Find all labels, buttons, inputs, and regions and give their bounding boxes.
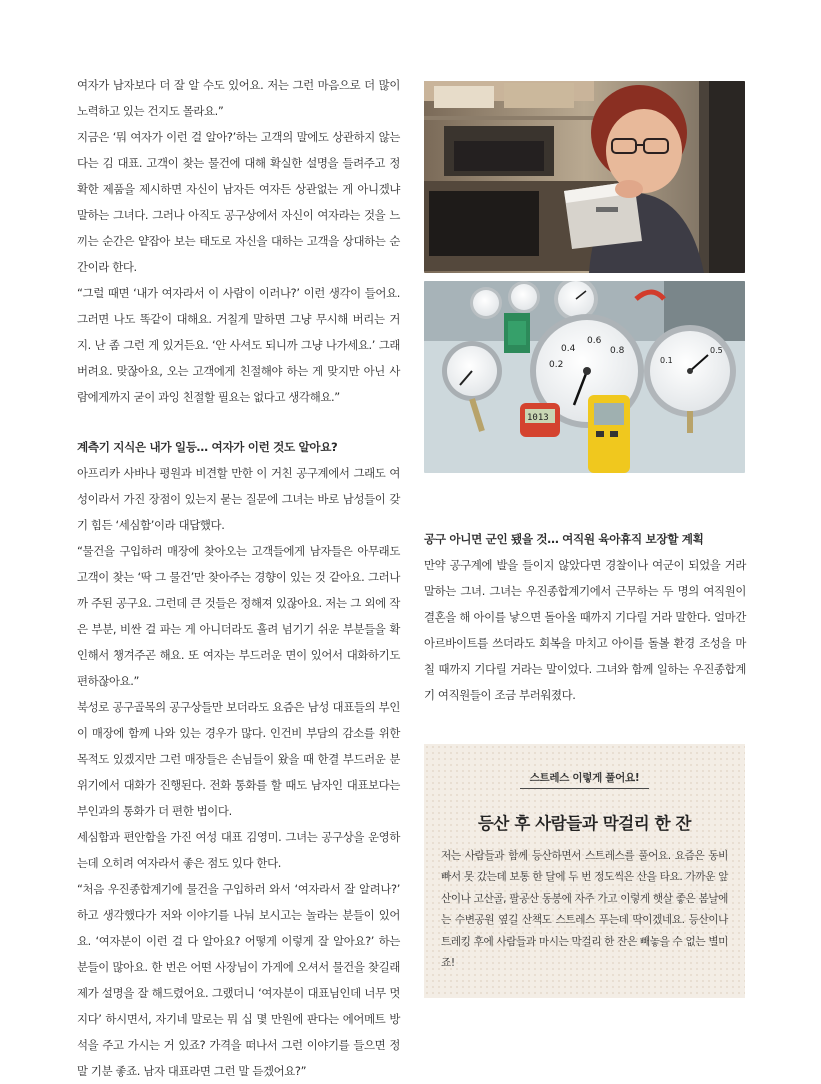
- right-article-column: [424, 526, 746, 708]
- meter-reading: 1013: [527, 413, 549, 423]
- sidebox-kicker: [424, 766, 745, 789]
- paragraph: 만약 공구계에 발을 들이지 않았다면 경찰이나 여군이 되었을 거라 말하는 그녀. 그녀는 우진종합계기에서 근무하는 두 명의 여직원이 결혼을 해 아이를 낳으면 돌아올 때까지 기다릴 거라 말한다. 얼마간 아르바이트를 쓰더라도 회복을 마치고 아이를 돌볼 환경 조성을 마칠 때까지 기다릴 거라는 말이었다. 그녀와 함께 일하는 우진종합계기 여직원들이 조금 부러워졌다.: [424, 558, 746, 702]
- shop-owner-photo: [424, 81, 745, 273]
- section-heading: 계측기 지식은 내가 일등… 여자가 이런 것도 알아요?: [77, 440, 338, 454]
- gauge1-scale-label: 0.6: [587, 336, 602, 346]
- paragraph: “물건을 구입하러 매장에 찾아오는 고객들에게 남자들은 아무래도 고객이 찾는 ‘딱 그 물건’만 찾아주는 경향이 있는 것 같아요. 그러나까 주된 공구요. 그런데 큰 것들은 정해져 있잖아요. 저는 그 외에 작은 부분, 비싼 걸 파는 게 아니더라도 흘려 넘기기 쉬운 부분들을 확인해서 챙겨주곤 해요. 또 여자는 부드러운 면이 있어서 대화하기도 편하잖아요.”: [77, 544, 400, 688]
- left-article-column: [77, 72, 400, 1084]
- pressure-gauges-photo: [424, 281, 745, 473]
- paragraph: “처음 우진종합계기에 물건을 구입하러 와서 ‘여자라서 잘 알려나?’ 하고 생각했다가 저와 이야기를 나눠 보시고는 놀라는 분들이 있어요. ‘여자분이 이런 걸 다 알아요? 어떻게 이렇게 잘 알아요?’ 하는 분들이 많아요. 한 번은 어떤 사장님이 가게에 오셔서 물건을 찾길래 제가 설명을 잘 해드렸어요. 그랬더니 ‘여자분이 대표님인데 너무 멋지다’ 하시면서, 자기네 말로는 뭐 십 몇 만원에 판다는 에어메트 방석을 주고 가시는 거 있죠? 가격을 떠나서 그런 이야기를 들으면 정말 기분 좋죠. 남자 대표라면 그런 말 듣겠어요?”: [77, 882, 400, 1078]
- paragraph: 지금은 ‘뭐 여자가 이런 걸 알아?’하는 고객의 말에도 상관하지 않는다는 김 대표. 고객이 찾는 물건에 대해 확실한 설명을 들려주고 정확한 제품을 제시하면 자신이 남자든 여자든 상관없는 게 아니겠냐 말하는 그녀다. 그러나 아직도 공구상에서 자신이 여자라는 것을 느끼는 순간은 얕잡아 보는 태도로 자신을 대하는 고객을 상대하는 순간이라 한다.: [77, 130, 400, 274]
- stress-relief-sidebox: [424, 744, 745, 998]
- gauge1-scale-label: 0.4: [561, 344, 576, 354]
- gauge2-scale-label: 0.5: [710, 346, 723, 355]
- paragraph: 여자가 남자보다 더 잘 알 수도 있어요. 저는 그런 마음으로 더 많이 노력하고 있는 건지도 몰라요.”: [77, 78, 400, 118]
- paragraph: 세심함과 편안함을 가진 여성 대표 김영미. 그녀는 공구상을 운영하는데 오히려 여자라서 좋은 점도 있다 한다.: [77, 830, 400, 870]
- gauge1-scale-label: 0.8: [610, 346, 625, 356]
- section-heading: 공구 아니면 군인 됐을 것… 여직원 육아휴직 보장할 계획: [424, 532, 704, 546]
- sidebox-kicker-text: 스트레스 이렇게 풀어요!: [520, 770, 650, 789]
- paragraph: “그럴 때면 ‘내가 여자라서 이 사람이 이러나?’ 이런 생각이 들어요. 그러면 나도 똑같이 대해요. 거칠게 말하면 그냥 무시해 버리는 거지. 난 좀 그런 게 있거든요. ‘안 사셔도 되니까 그냥 나가세요.’ 그래 버려요. 맞잖아요, 오는 고객에게 친절해야 하는 게 맞지만 아닌 사람에게까지 굳이 과잉 친절할 필요는 없다고 생각해요.”: [77, 286, 400, 404]
- gauge2-scale-label: 0.1: [660, 356, 673, 365]
- paragraph: 아프리카 사바나 평원과 비견할 만한 이 거친 공구계에서 그래도 여성이라서 가진 장점이 있는지 묻는 질문에 그녀는 바로 남성들이 갖기 힘든 ‘세심함’이라 대답했다.: [77, 466, 400, 532]
- sidebox-title: 등산 후 사람들과 막걸리 한 잔: [477, 814, 692, 833]
- paragraph: 북성로 공구골목의 공구상들만 보더라도 요즘은 남성 대표들의 부인이 매장에 함께 나와 있는 경우가 많다. 인건비 부담의 감소를 위한 목적도 있겠지만 그런 매장들은 손님들이 왔을 때 한결 부드러운 분위기에서 대화가 진행된다. 전화 통화를 할 때도 남자인 대표보다는 부인과의 통화가 더 편한 법이다.: [77, 700, 400, 818]
- gauge1-scale-label: 0.2: [549, 360, 564, 370]
- sidebox-body: 저는 사람들과 함께 등산하면서 스트레스를 풀어요. 요즘은 동비빠서 못 갔는데 보통 한 달에 두 번 정도씩은 산을 타요. 가까운 앞산이나 고산골, 팔공산 동봉에 자주 가고 이렇게 햇살 좋은 봄날에는 수변공원 옆길 산책도 스트레스 푸는데 딱이겠네요. 등산이나 트레킹 후에 사람들과 마시는 막걸리 한 잔은 빼놓을 수 없는 별미죠!: [441, 850, 728, 970]
